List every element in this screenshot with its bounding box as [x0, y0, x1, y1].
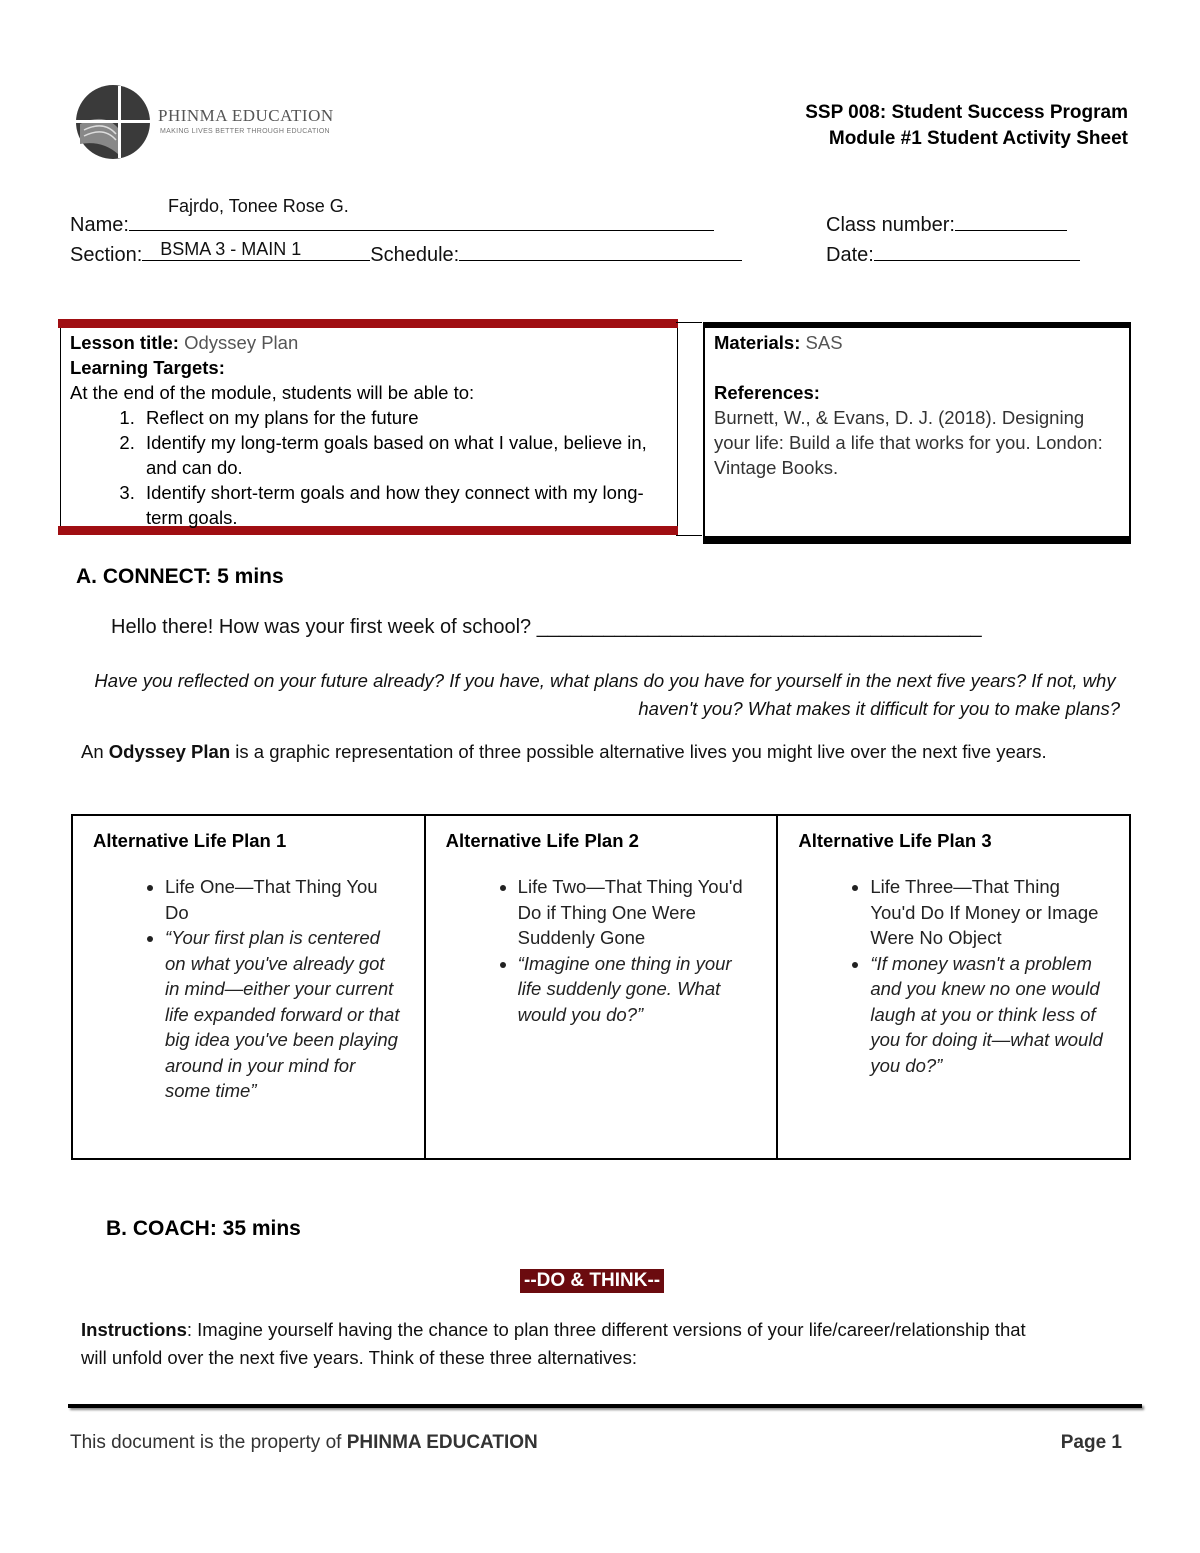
logo-tagline: MAKING LIVES BETTER THROUGH EDUCATION [160, 128, 330, 135]
lesson-box-top-bar [58, 319, 678, 328]
date-label: Date: [826, 244, 874, 266]
phinma-logo [74, 84, 152, 165]
alternative-plans-table [71, 814, 1131, 1160]
date-row [826, 240, 1080, 267]
definition-prefix: An [81, 741, 109, 762]
plan-title: Alternative Life Plan 2 [445, 830, 639, 851]
footer-divider [68, 1404, 1142, 1408]
learning-target-item: 1. Reflect on my plans for the future [140, 405, 670, 430]
plan-title: Alternative Life Plan 1 [93, 830, 287, 851]
date-line[interactable] [874, 240, 1080, 261]
logo-text: PHINMA EDUCATION [158, 106, 334, 125]
greeting-prompt: Hello there! How was your first week of school? ________________________________________ [111, 616, 982, 638]
page-number: Page 1 [1060, 1432, 1122, 1453]
section-row [70, 240, 742, 267]
schedule-line[interactable] [459, 240, 742, 261]
name-row [70, 210, 714, 237]
plan-quote: • “If money wasn't a problem and you knew no one would laugh at you or think less of you for doing it—what would you do?” [870, 951, 1109, 1079]
reference-citation: Burnett, W., & Evans, D. J. (2018). Designing your life: Build a life that works for you. London: Vintage Books. [714, 407, 1103, 478]
class-number-row [826, 210, 1067, 237]
learning-target-item: 2. Identify my long-term goals based on what I value, believe in, and can do. [140, 430, 670, 480]
materials-label: Materials: [714, 332, 801, 353]
lesson-title-value: Odyssey Plan [184, 332, 299, 353]
instructions-label: Instructions [81, 1319, 187, 1340]
connect-heading: A. CONNECT: 5 mins [76, 565, 284, 588]
learning-targets-intro: At the end of the module, students will be able to: [70, 382, 475, 403]
instructions-text: : Imagine yourself having the chance to plan three different versions of your life/career/relationship that will unfold over the next five years. Think of these three alternatives: [81, 1319, 1026, 1368]
module-title: Module #1 Student Activity Sheet [828, 128, 1128, 149]
plan-column-2 [426, 816, 779, 1158]
box-separator [676, 322, 702, 536]
plan-item: • Life Three—That Thing You'd Do If Money or Image Were No Object [870, 874, 1109, 951]
materials-value: SAS [805, 332, 843, 353]
footer-owner: PHINMA EDUCATION [346, 1432, 538, 1453]
footer-ownership [70, 1432, 538, 1454]
plan-item: • Life Two—That Thing You'd Do if Thing One Were Suddenly Gone [518, 874, 757, 951]
section-value: BSMA 3 - MAIN 1 [160, 239, 302, 259]
plan-item: • Life One—That Thing You Do [165, 874, 404, 925]
materials-content [714, 330, 1119, 480]
class-number-line[interactable] [955, 210, 1067, 231]
coach-heading: B. COACH: 35 mins [106, 1217, 301, 1240]
lesson-content [70, 330, 670, 530]
instructions [81, 1316, 1041, 1372]
section-line[interactable] [142, 240, 370, 261]
schedule-label: Schedule: [370, 244, 460, 266]
definition-term: Odyssey Plan [108, 741, 231, 762]
name-value: Fajrdo, Tonee Rose G. [168, 196, 349, 216]
section-label: Section: [70, 244, 143, 266]
logo-emblem-icon [74, 84, 152, 160]
document-header [805, 100, 1128, 152]
name-label: Name: [70, 214, 129, 236]
plan-title: Alternative Life Plan 3 [798, 830, 992, 851]
reflection-question: Have you reflected on your future already? If you have, what plans do you have for yourself in the next five years? If not, why haven't you? What makes it difficult for you to make plans? [94, 670, 1120, 719]
lesson-title-label: Lesson title: [70, 332, 179, 353]
plan-quote: • “Your first plan is centered on what you've already got in mind—either your current life expanded forward or that big idea you've been playing around in your mind for some time” [165, 925, 404, 1104]
do-think-badge: --DO & THINK-- [520, 1269, 664, 1293]
plan-list [798, 874, 1109, 1078]
learning-targets-list [70, 405, 670, 530]
plan-column-1 [73, 816, 426, 1158]
odyssey-definition [81, 738, 1081, 766]
learning-targets-label: Learning Targets: [70, 357, 225, 378]
definition-text: is a graphic representation of three possible alternative lives you might live over the next five years. [230, 741, 1047, 762]
references-label: References: [714, 382, 820, 403]
plan-quote: • “Imagine one thing in your life suddenly gone. What would you do?” [518, 951, 757, 1028]
class-number-label: Class number: [826, 214, 955, 236]
footer-prefix: This document is the property of [70, 1432, 347, 1453]
learning-target-item: 3. Identify short-term goals and how they connect with my long-term goals. [140, 480, 670, 530]
plan-list [446, 874, 757, 1027]
plan-list [93, 874, 404, 1104]
name-line[interactable] [129, 210, 714, 231]
plan-column-3 [778, 816, 1129, 1158]
course-title: SSP 008: Student Success Program [805, 102, 1128, 123]
